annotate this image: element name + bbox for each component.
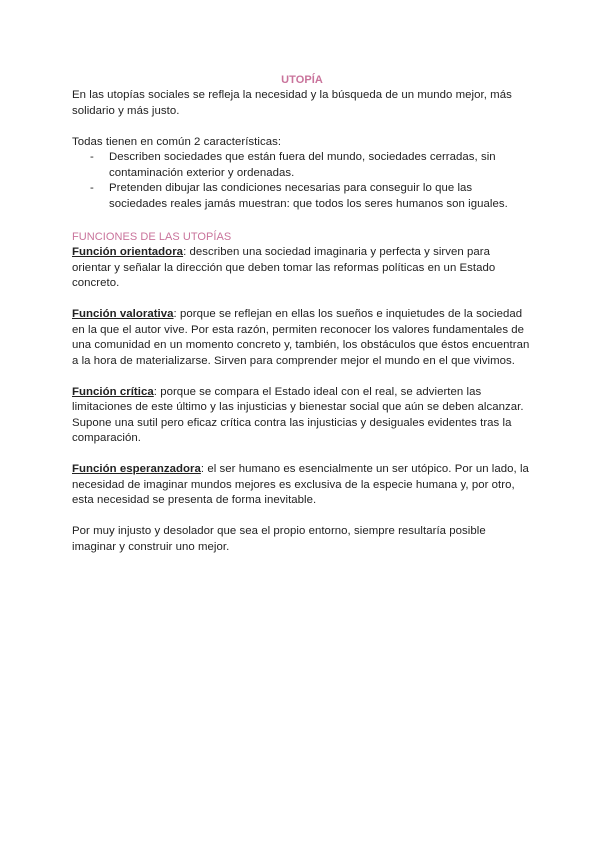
document-page [72,72,532,555]
function-paragraph-orientadora [72,245,532,292]
characteristics-list [72,150,532,212]
conclusion-paragraph: Por muy injusto y desolador que sea el propio entorno, siempre resultaría posible imaginar y construir uno mejor. [72,525,486,553]
section-heading: FUNCIONES DE LAS UTOPÍAS [72,231,232,243]
spacer [72,509,532,525]
list-item: - Describen sociedades que están fuera del mundo, sociedades cerradas, sin contaminación exterior y ordenadas. [90,150,532,181]
function-description: : describen una sociedad imaginaria y perfecta y sirven para orientar y señalar la dirección que deben tomar las reformas políticas en un Estado concreto. [72,246,496,289]
function-paragraph-critica [72,385,532,447]
function-term: Función valorativa [72,308,174,320]
function-term: Función orientadora [72,246,184,258]
function-description: : porque se compara el Estado ideal con el real, se advierten las limitaciones de este último y las injusticias y bienestar social que aún se deben alcanzar. Supone una sutil pero eficaz crítica contra las injusticias y desiguales evidentes tras la comparación. [72,385,524,444]
function-term: Función crítica [72,385,154,398]
list-item: - Pretenden dibujar las condiciones necesarias para conseguir lo que las sociedades reales jamás muestran: que todos los seres humanos son iguales. [90,181,532,212]
spacer [72,119,532,135]
spacer [72,292,532,308]
spacer [72,447,532,463]
document-title: UTOPÍA [281,74,323,86]
function-description: : el ser humano es esencialmente un ser utópico. Por un lado, la necesidad de imaginar mundos mejores es exclusiva de la especie humana y, por otro, esta necesidad se presenta de forma inevitable. [72,463,529,506]
function-term: Función esperanzadora [72,463,201,475]
function-paragraph-esperanzadora [72,462,532,509]
function-description: : porque se reflejan en ellas los sueños e inquietudes de la sociedad en la que el autor vive. Por esta razón, permiten reconocer los valores fundamentales de una comunidad en un momento concreto y, también, los obstáculos que éstos encuentran a la hora de materializarse. Sirven para comprender mejor el mundo en el que vivimos. [72,308,530,367]
spacer [72,369,532,385]
spacer [72,212,532,229]
characteristics-intro: Todas tienen en común 2 características: [72,135,282,148]
function-paragraph-valorativa [72,307,532,369]
intro-paragraph: En las utopías sociales se refleja la necesidad y la búsqueda de un mundo mejor, más solidario y más justo. [72,89,512,117]
